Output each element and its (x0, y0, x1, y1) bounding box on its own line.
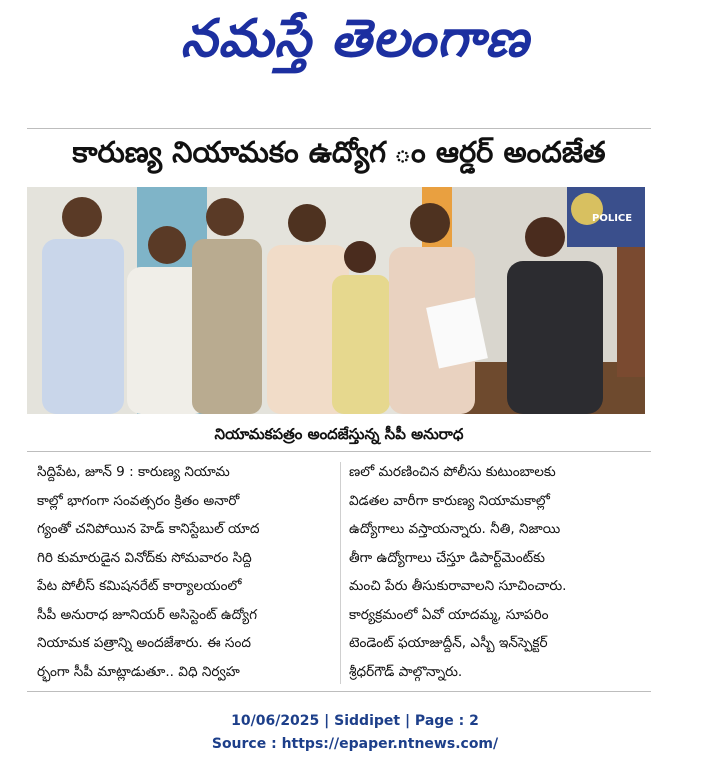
footer-date-line: 10/06/2025 | Siddipet | Page : 2 (231, 713, 479, 729)
article-headline (27, 133, 651, 179)
body-line: టెండెంట్ ఫయాజుద్దీన్, ఎస్బీ ఇన్‌స్పెక్టర్ (349, 635, 548, 651)
news-photo (27, 187, 645, 414)
body-line: శ్రీధర్‌గౌడ్ పాల్గొన్నారు. (349, 663, 463, 680)
body-line: నియామక పత్రాన్ని అందజేశారు. ఈ సంద (37, 635, 251, 651)
body-line: కాల్లో భాగంగా సంవత్సరం క్రితం అనారో (37, 492, 240, 509)
body-line: తీగా ఉద్యోగాలు చేస్తూ డిపార్ట్‌మెంట్‌కు (349, 549, 545, 566)
article-column-right (349, 458, 652, 686)
body-line: ఉద్యోగాలు వస్తాయన్నారు. నీతి, నిజాయి (349, 521, 561, 537)
top-divider (27, 128, 651, 129)
body-line: ర్భంగా సీపీ మాట్లాడుతూ.. విధి నిర్వహ (37, 663, 240, 680)
column-divider (340, 462, 341, 684)
bottom-divider (27, 691, 651, 692)
body-line: గిరి కుమారుడైన వినోద్‌కు సోమవారం సిద్ది (37, 549, 252, 566)
body-line: మంచి పేరు తీసుకురావాలని సూచించారు. (349, 578, 567, 594)
article-column-left (37, 458, 340, 686)
police-board-text: POLICE (592, 213, 633, 224)
body-line: కార్యక్రమంలో ఏవో యాదమ్మ, సూపరిం (349, 606, 549, 623)
body-line: పేట పోలీస్ కమిషనరేట్ కార్యాలయంలో (37, 578, 242, 594)
body-line: సిద్దిపేట, జూన్ 9 : కారుణ్య నియామ (37, 464, 230, 480)
body-line: విడతల వారీగా కారుణ్య నియామకాల్లో (349, 492, 550, 509)
body-line: సీపీ అనురాధ జూనియర్ అసిస్టెంట్ ఉద్యోగ (37, 606, 258, 623)
photo-caption (27, 422, 651, 450)
headline-text: కారుణ్య నియామకం ఉద్యోగ ం ఆర్డర్ అందజేత (72, 135, 606, 169)
caption-text: నియామకపత్రం అందజేస్తున్న సీపీ అనురాధ (214, 425, 464, 443)
body-line: గ్యంతో చనిపోయిన హెడ్ కానిస్టేబుల్ యాద (37, 521, 260, 537)
caption-divider (27, 451, 651, 452)
newspaper-title: నమస్తే తెలంగాణ (180, 9, 530, 69)
body-line: ణలో మరణించిన పోలీసు కుటుంబాలకు (349, 464, 556, 480)
footer-source-line: Source : https://epaper.ntnews.com/ (211, 736, 499, 752)
masthead (0, 0, 710, 78)
